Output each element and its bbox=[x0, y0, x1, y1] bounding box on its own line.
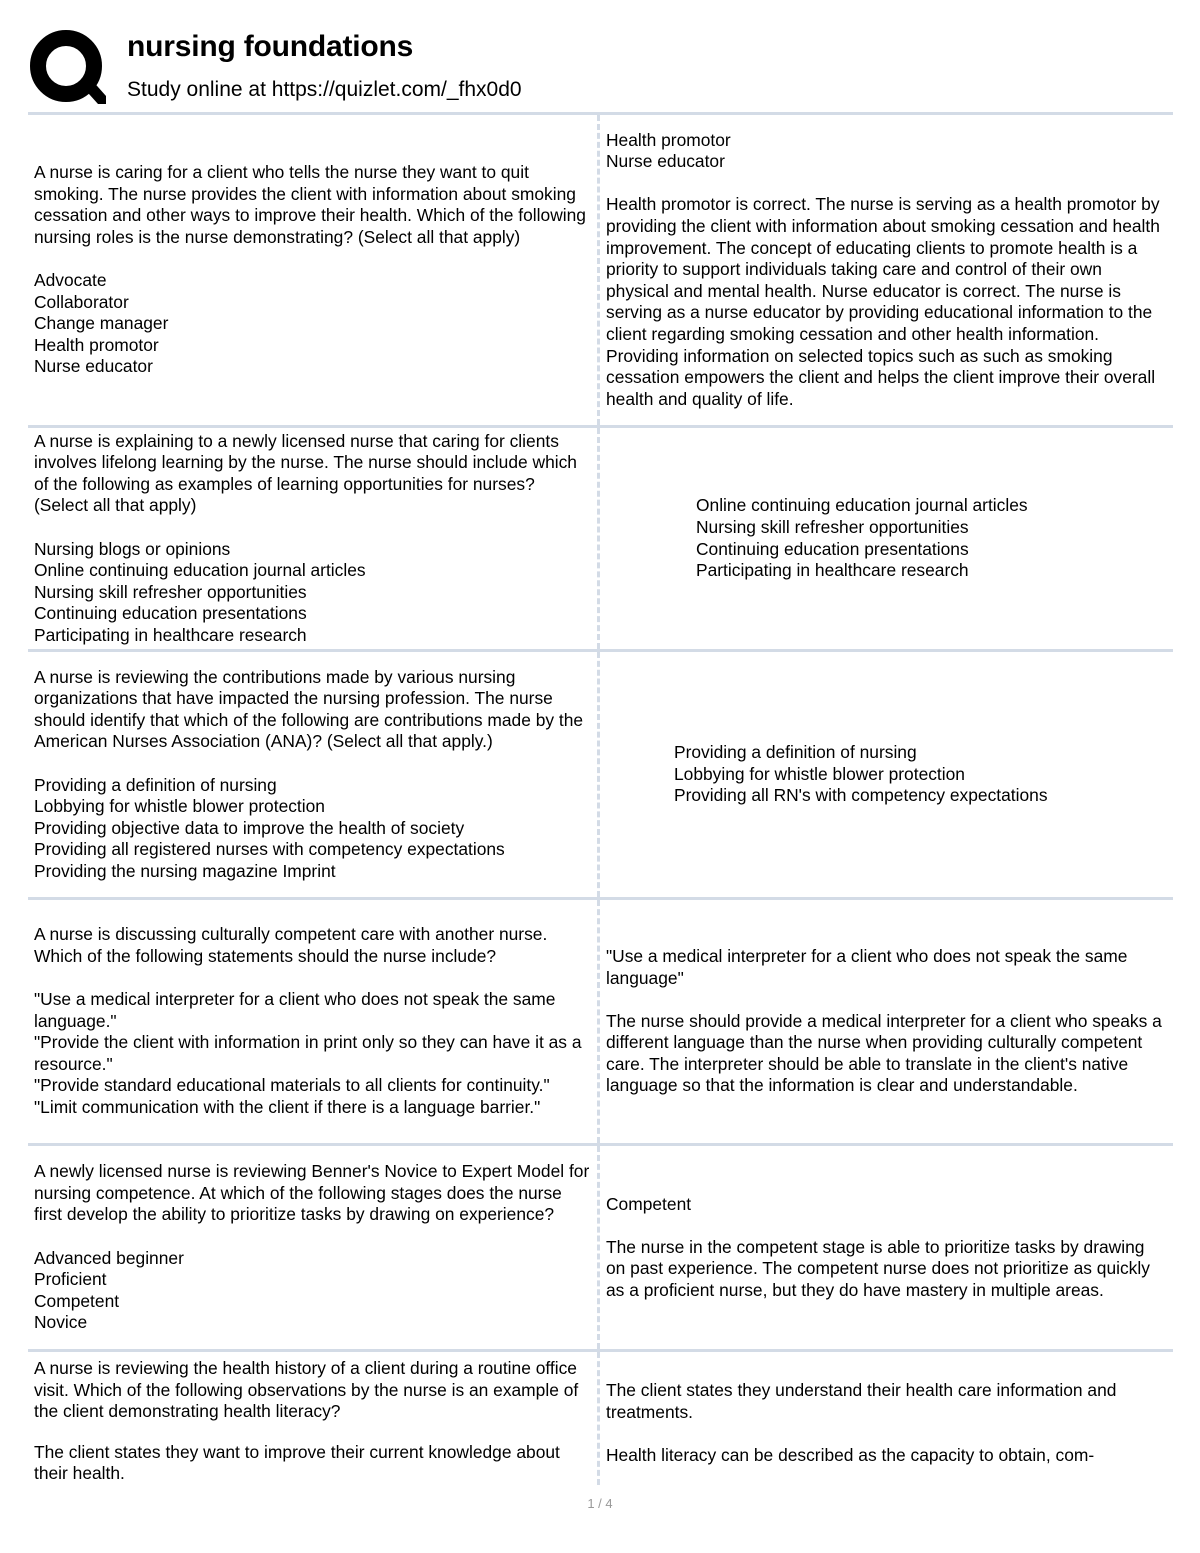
card-definition bbox=[600, 900, 1172, 1143]
study-online-link[interactable]: Study online at https://quizlet.com/_fhx0d0 bbox=[127, 78, 522, 101]
option: Nurse educator bbox=[34, 356, 153, 377]
card-term bbox=[28, 900, 600, 1143]
card-row bbox=[28, 112, 1173, 425]
card-term bbox=[28, 428, 600, 649]
card-row bbox=[28, 1349, 1173, 1485]
option: Lobbying for whistle blower protection bbox=[34, 796, 325, 817]
answer: Competent bbox=[606, 1193, 692, 1214]
option: "Provide the client with information in print only so they can have it as a resource." bbox=[34, 1032, 582, 1074]
question-text: A newly licensed nurse is reviewing Benner's Novice to Expert Model for nursing competence. At which of the following stages does the nurse first develop the ability to prioritize tasks by drawing on experience? bbox=[34, 1161, 590, 1225]
answer: Continuing education presentations bbox=[696, 538, 969, 559]
quizlet-logo-icon bbox=[28, 28, 108, 108]
card-term bbox=[28, 1352, 600, 1485]
option: Providing all registered nurses with competency expectations bbox=[34, 839, 505, 860]
card-row bbox=[28, 425, 1173, 649]
question-text: A nurse is explaining to a newly licensed nurse that caring for clients involves lifelong learning by the nurse. The nurse should include which of the following as examples of learning opportunities for nurses? (Select all that apply) bbox=[34, 430, 577, 516]
option: Providing a definition of nursing bbox=[34, 774, 277, 795]
option: "Limit communication with the client if there is a language barrier." bbox=[34, 1097, 541, 1118]
card-definition bbox=[600, 1352, 1172, 1485]
option: Novice bbox=[34, 1312, 88, 1333]
explanation-text: The nurse in the competent stage is able to prioritize tasks by drawing on past experience. The competent nurse does not prioritize as quickly as a proficient nurse, but they do have mastery in multiple areas. bbox=[606, 1236, 1150, 1300]
question-text: A nurse is caring for a client who tells the nurse they want to quit smoking. The nurse provides the client with information about smoking cessation and other ways to improve their health. Which of the following nursing roles is the nurse demonstrating? (Select all that apply) bbox=[34, 162, 586, 247]
card-term bbox=[28, 115, 600, 425]
answer: Providing all RN's with competency expectations bbox=[674, 785, 1048, 806]
card-term bbox=[28, 652, 600, 897]
option: Online continuing education journal articles bbox=[34, 560, 366, 581]
option: Participating in healthcare research bbox=[34, 624, 307, 645]
option: "Use a medical interpreter for a client who does not speak the same language." bbox=[34, 989, 556, 1031]
answer: "Use a medical interpreter for a client who does not speak the same language" bbox=[606, 945, 1128, 988]
answer: Online continuing education journal articles bbox=[696, 495, 1028, 516]
question-text: A nurse is discussing culturally competent care with another nurse. Which of the following statements should the nurse include? bbox=[34, 924, 548, 966]
option: Nursing blogs or opinions bbox=[34, 538, 231, 559]
explanation-text: The nurse should provide a medical interpreter for a client who speaks a different language than the nurse when providing culturally competent care. The interpreter should be able to translate in the client's native language so that the information is clear and understandable. bbox=[606, 1010, 1162, 1096]
option: Providing the nursing magazine Imprint bbox=[34, 860, 336, 881]
option: Advanced beginner bbox=[34, 1247, 184, 1268]
option: Proficient bbox=[34, 1269, 107, 1290]
option: Nursing skill refresher opportunities bbox=[34, 581, 307, 602]
answer: Lobbying for whistle blower protection bbox=[674, 763, 965, 784]
card-row bbox=[28, 1143, 1173, 1349]
answer: Nurse educator bbox=[606, 151, 725, 172]
option: Change manager bbox=[34, 313, 169, 334]
explanation-text: Health literacy can be described as the capacity to obtain, com- bbox=[606, 1444, 1095, 1465]
card-definition bbox=[600, 428, 1172, 649]
option: "Provide standard educational materials to all clients for continuity." bbox=[34, 1075, 550, 1096]
card-definition bbox=[600, 1146, 1172, 1349]
answer: The client states they understand their health care information and treatments. bbox=[606, 1380, 1117, 1422]
page-header bbox=[0, 0, 1200, 112]
answer: Health promotor bbox=[606, 129, 731, 150]
answer: Nursing skill refresher opportunities bbox=[696, 516, 969, 537]
set-title: nursing foundations bbox=[127, 30, 414, 63]
option: Advocate bbox=[34, 270, 107, 290]
option: The client states they want to improve their current knowledge about their health. bbox=[34, 1441, 560, 1484]
explanation-text: Health promotor is correct. The nurse is serving as a health promotor by providing the client with information about smoking cessation and health improvement. The concept of educating clients to promote health is a priority to support individuals taking care and control of their own physical and mental health. Nurse educator is correct. The nurse is serving as a nurse educator by providing educational information to the client regarding smoking cessation and other health information. Providing information on selected topics such as such as smoking cessation empowers the client and helps the client improve their overall health and quality of life. bbox=[606, 194, 1160, 409]
card-row bbox=[28, 897, 1173, 1143]
answer: Providing a definition of nursing bbox=[674, 742, 917, 763]
option: Competent bbox=[34, 1290, 120, 1311]
card-definition bbox=[600, 115, 1172, 425]
option: Providing objective data to improve the health of society bbox=[34, 817, 465, 838]
option: Health promotor bbox=[34, 334, 159, 355]
card-term bbox=[28, 1146, 600, 1349]
flashcard-table bbox=[28, 112, 1173, 1485]
option: Collaborator bbox=[34, 291, 129, 312]
option: Continuing education presentations bbox=[34, 603, 307, 624]
answer: Participating in healthcare research bbox=[696, 560, 969, 581]
question-text: A nurse is reviewing the contributions made by various nursing organizations that have impacted the nursing profession. The nurse should identify that which of the following are contributions made by the American Nurses Association (ANA)? (Select all that apply.) bbox=[34, 666, 584, 752]
card-row bbox=[28, 649, 1173, 897]
card-definition bbox=[600, 652, 1172, 897]
page-number: 1 / 4 bbox=[587, 1496, 613, 1511]
question-text: A nurse is reviewing the health history of a client during a routine office visit. Which of the following observations by the nurse is an example of the client demonstrating health literacy? bbox=[34, 1358, 579, 1422]
